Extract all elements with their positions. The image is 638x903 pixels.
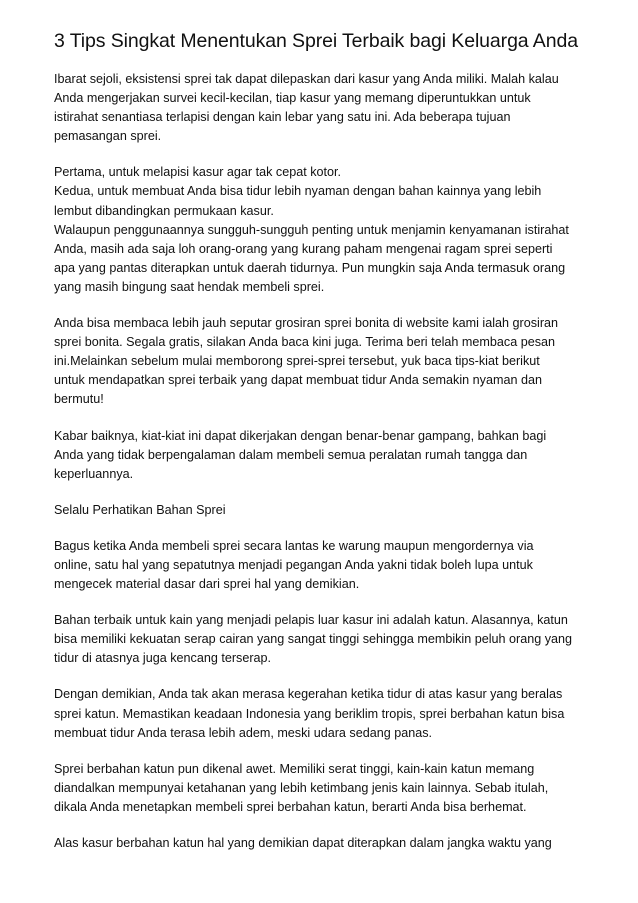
text-line: dikala Anda menetapkan membeli sprei berbahan katun, berarti Anda bisa berhemat. <box>54 799 527 814</box>
text-line: Anda, masih ada saja loh orang-orang yang kurang paham mengenai ragam sprei seperti <box>54 241 553 256</box>
text-line: Bahan terbaik untuk kain yang menjadi pelapis luar kasur ini adalah katun. Alasannya, katun <box>54 613 568 628</box>
text-line: Kabar baiknya, kiat-kiat ini dapat dikerjakan dengan benar-benar gampang, bahkan bagi <box>54 428 547 443</box>
text-line: membuat tidur Anda terasa lebih adem, meski udara sedang panas. <box>54 725 433 740</box>
text-line: diandalkan mempunyai ketahanan yang lebih ketimbang jenis kain lainnya. Sebab itulah, <box>54 780 549 795</box>
paragraph <box>54 163 590 297</box>
text-line: sprei katun. Memastikan keadaan Indonesia yang beriklim tropis, sprei berbahan katun bisa <box>54 706 565 721</box>
text-line: ini.Melainkan sebelum mulai memborong sprei-sprei tersebut, yuk baca tips-kiat berikut <box>54 354 540 369</box>
text-line: Dengan demikian, Anda tak akan merasa kegerahan ketika tidur di atas kasur yang beralas <box>54 687 563 702</box>
paragraph <box>54 70 590 146</box>
text-line: Anda yang tidak berpengalaman dalam membeli semua peralatan rumah tangga dan <box>54 447 528 462</box>
text-line: Pertama, untuk melapisi kasur agar tak cepat kotor. <box>54 165 341 180</box>
text-line: Anda bisa membaca lebih jauh seputar grosiran sprei bonita di website kami ialah grosiran <box>54 316 559 331</box>
text-line: keperluannya. <box>54 466 134 481</box>
paragraph <box>54 760 590 817</box>
text-line: apa yang pantas diterapkan untuk daerah tidurnya. Pun mungkin saja Anda termasuk orang <box>54 260 566 275</box>
text-line: bisa memiliki kekuatan serap cairan yang sangat tinggi sehingga membikin peluh orang yang <box>54 632 573 647</box>
text-line: Ibarat sejoli, eksistensi sprei tak dapat dilepaskan dari kasur yang Anda miliki. Malah kalau <box>54 72 559 86</box>
text-line: pemasangan sprei. <box>54 129 162 144</box>
paragraph <box>54 537 590 594</box>
document-title: 3 Tips Singkat Menentukan Sprei Terbaik bagi Keluarga Anda <box>54 30 578 52</box>
text-line: istirahat senantiasa terlapisi dengan kain lebar yang satu ini. Ada beberapa tujuan <box>54 110 511 125</box>
text-line: Selalu Perhatikan Bahan Sprei <box>54 502 226 517</box>
text-line: Anda mengerjakan survei kecil-kecilan, tiap kasur yang memang diperuntukkan untuk <box>54 91 531 106</box>
text-line: yang masih bingung saat hendak membeli sprei. <box>54 279 325 294</box>
text-line: untuk mendapatkan sprei terbaik yang dapat membuat tidur Anda semakin nyaman dan <box>54 373 542 388</box>
text-line: online, satu hal yang sepatutnya menjadi pegangan Anda yakni tidak boleh lupa untuk <box>54 557 533 572</box>
paragraph <box>54 427 590 484</box>
text-line: Bagus ketika Anda membeli sprei secara lantas ke warung maupun mengordernya via <box>54 538 534 553</box>
document-page <box>54 28 590 870</box>
text-line: Alas kasur berbahan katun hal yang demikian dapat diterapkan dalam jangka waktu yang <box>54 836 552 850</box>
text-line: bermutu! <box>54 392 104 407</box>
text-line: Sprei berbahan katun pun dikenal awet. Memiliki serat tinggi, kain-kain katun memang <box>54 761 535 776</box>
paragraph <box>54 834 590 853</box>
paragraph <box>54 314 590 409</box>
text-line: mengecek material dasar dari sprei hal yang demikian. <box>54 577 360 592</box>
document-body <box>54 70 590 853</box>
paragraph <box>54 611 590 668</box>
section-heading <box>54 501 590 520</box>
text-line: Walaupun penggunaannya sungguh-sungguh penting untuk menjamin kenyamanan istirahat <box>54 222 569 237</box>
text-line: lembut dibandingkan permukaan kasur. <box>54 203 274 218</box>
text-line: tidur di atasnya juga kencang terserap. <box>54 651 272 666</box>
text-line: sprei bonita. Segala gratis, silakan Anda baca kini juga. Terima beri telah membaca pesan <box>54 335 556 350</box>
paragraph <box>54 685 590 742</box>
text-line: Kedua, untuk membuat Anda bisa tidur lebih nyaman dengan bahan kainnya yang lebih <box>54 184 542 199</box>
